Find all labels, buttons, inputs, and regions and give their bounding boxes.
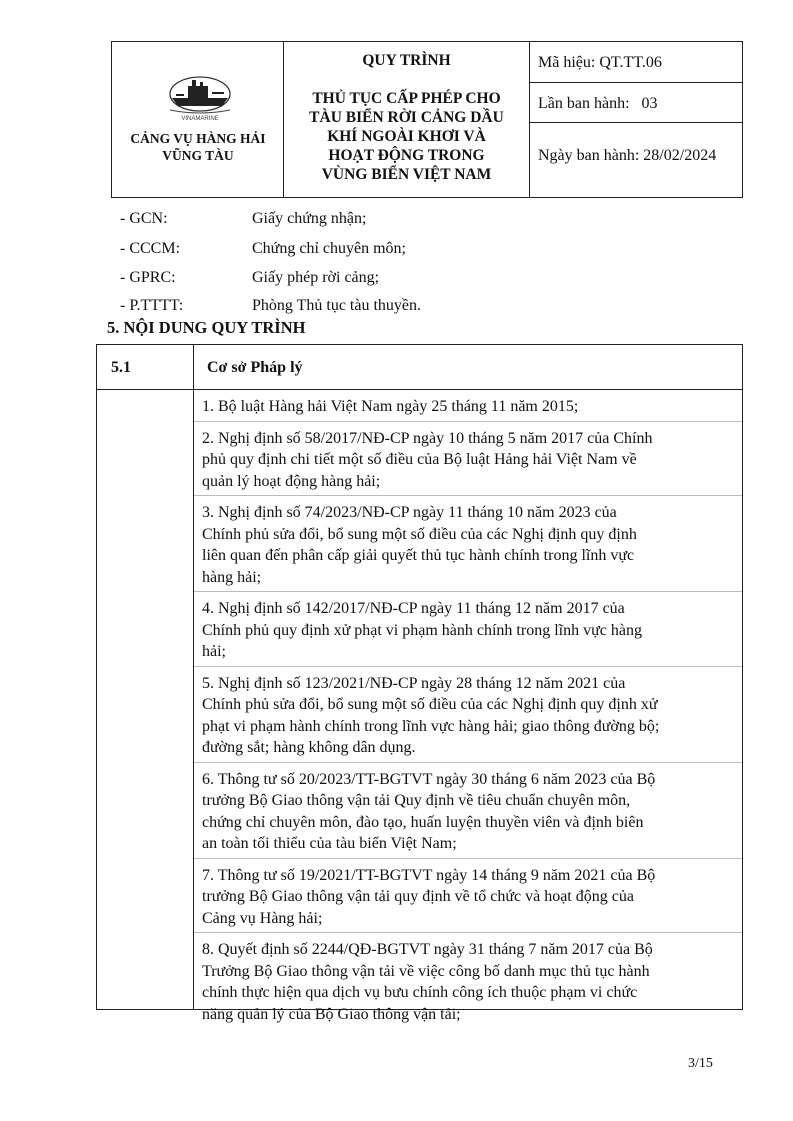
legal-basis-item [194, 859, 742, 934]
legal-basis-table [96, 344, 743, 1023]
legal-basis-item-line: 3. Nghị định số 74/2023/NĐ-CP ngày 11 tháng 10 năm 2023 của [202, 504, 617, 521]
legal-basis-item-line: 5. Nghị định số 123/2021/NĐ-CP ngày 28 tháng 12 năm 2021 của [202, 674, 626, 692]
document-title-line: KHÍ NGOÀI KHƠI VÀ [327, 128, 486, 145]
legal-basis-item-line: Chính phủ sửa đổi, bổ sung một số điều của các Nghị định quy định xử [202, 696, 658, 713]
legal-basis-item-line: chứng chỉ chuyên môn, đào tạo, huấn luyện thuyền viên và định biên [202, 813, 644, 831]
vinamarine-logo [162, 72, 238, 122]
legal-basis-item [194, 592, 742, 667]
legal-basis-item [194, 763, 742, 859]
logo-text: VINAMARINE [181, 116, 219, 122]
document-title-line: VÙNG BIỂN VIỆT NAM [321, 166, 492, 183]
legal-basis-item-line: phủ quy định chi tiết một số điều của Bộ luật Hảng hải Việt Nam về [202, 451, 637, 468]
issue-number: Lần ban hành: 03 [538, 95, 658, 112]
legal-basis-item-line: 8. Quyết định số 2244/QĐ-BGTVT ngày 31 tháng 7 năm 2017 của Bộ [202, 941, 653, 958]
table-section-number: 5.1 [111, 359, 131, 376]
legal-basis-item [194, 667, 742, 763]
legal-basis-item-line: liên quan đến phân cấp giải quyết thủ tục hành chính trong lĩnh vực [202, 547, 635, 564]
abbreviation-value: Phòng Thủ tục tàu thuyền. [252, 297, 422, 314]
legal-basis-item-line: Chính phủ quy định xử phạt vi phạm hành chính trong lĩnh vực hàng [202, 621, 642, 639]
header-meta-cell [530, 42, 742, 197]
abbreviation-value: Giấy chứng nhận; [252, 210, 367, 227]
legal-basis-item-line: Trưởng Bộ Giao thông vận tải về việc công bố danh mục thủ tục hành [202, 962, 650, 980]
abbreviation-value: Giấy phép rời cảng; [252, 269, 380, 286]
org-name-line2: VŨNG TÀU [162, 148, 234, 163]
legal-basis-item-line: 2. Nghị định số 58/2017/NĐ-CP ngày 10 tháng 5 năm 2017 của Chính [202, 429, 653, 447]
header-title-cell [284, 42, 530, 197]
document-type: QUY TRÌNH [362, 52, 451, 69]
legal-basis-item-line: hàng hải; [202, 568, 262, 586]
legal-basis-item-line: Cảng vụ Hàng hải; [202, 909, 323, 927]
legal-basis-item-line: năng quản lý của Bộ Giao thông vận tải; [202, 1005, 461, 1023]
page-number: 3/15 [688, 1056, 713, 1071]
issue-date: Ngày ban hành: 28/02/2024 [538, 147, 717, 164]
legal-basis-item-line: an toàn tối thiểu của tàu biển Việt Nam; [202, 835, 457, 852]
legal-basis-item-line: Chính phủ sửa đổi, bổ sung một số điều của các Nghị định quy định [202, 525, 637, 543]
legal-basis-item-line: phạt vi phạm hành chính trong lĩnh vực hàng hải; giao thông đường bộ; [202, 717, 660, 735]
legal-basis-item-line: trưởng Bộ Giao thông vận tải Quy định về tiêu chuẩn chuyên môn, [202, 792, 631, 809]
document-header [111, 41, 743, 198]
document-title [284, 89, 529, 184]
legal-basis-item-line: quản lý hoạt động hàng hải; [202, 472, 381, 490]
abbreviation-key: - CCCM: [120, 240, 181, 257]
legal-basis-item [194, 390, 742, 422]
abbreviation-key: - GCN: [120, 210, 168, 227]
legal-basis-item-line: chính thực hiện qua dịch vụ bưu chính công ích thuộc phạm vi chức [202, 984, 638, 1001]
section-title: 5. NỘI DUNG QUY TRÌNH [107, 318, 306, 337]
abbreviation-key: - P.TTTT: [120, 297, 184, 314]
legal-basis-item-line: 4. Nghị định số 142/2017/NĐ-CP ngày 11 tháng 12 năm 2017 của [202, 600, 625, 617]
legal-basis-item [194, 422, 742, 497]
abbreviation-key: - GPRC: [120, 269, 176, 286]
org-name-line1: CẢNG VỤ HÀNG HẢI [130, 131, 266, 146]
legal-basis-item-line: trưởng Bộ Giao thông vận tải quy định về tổ chức và hoạt động của [202, 888, 634, 905]
legal-basis-item-line: 6. Thông tư số 20/2023/TT-BGTVT ngày 30 tháng 6 năm 2023 của Bộ [202, 770, 656, 788]
table-heading: Cơ sở Pháp lý [207, 359, 303, 376]
legal-basis-item-line: 7. Thông tư số 19/2021/TT-BGTVT ngày 14 tháng 9 năm 2021 của Bộ [202, 866, 656, 884]
legal-basis-items [194, 390, 742, 1028]
document-title-line: THỦ TỤC CẤP PHÉP CHO [312, 90, 501, 107]
document-code: Mã hiệu: QT.TT.06 [538, 54, 662, 71]
header-org-cell [112, 42, 284, 197]
legal-basis-item [194, 933, 742, 1028]
legal-basis-item-line: đường sắt; hàng không dân dụng. [202, 739, 416, 756]
document-title-line: HOẠT ĐỘNG TRONG [328, 147, 485, 164]
legal-basis-item [194, 496, 742, 592]
document-title-line: TÀU BIỂN RỜI CẢNG DẦU [309, 109, 504, 126]
abbreviation-value: Chứng chỉ chuyên môn; [252, 240, 406, 257]
legal-basis-item-line: hải; [202, 643, 226, 660]
legal-basis-item-line: 1. Bộ luật Hàng hải Việt Nam ngày 25 tháng 11 năm 2015; [202, 398, 579, 415]
